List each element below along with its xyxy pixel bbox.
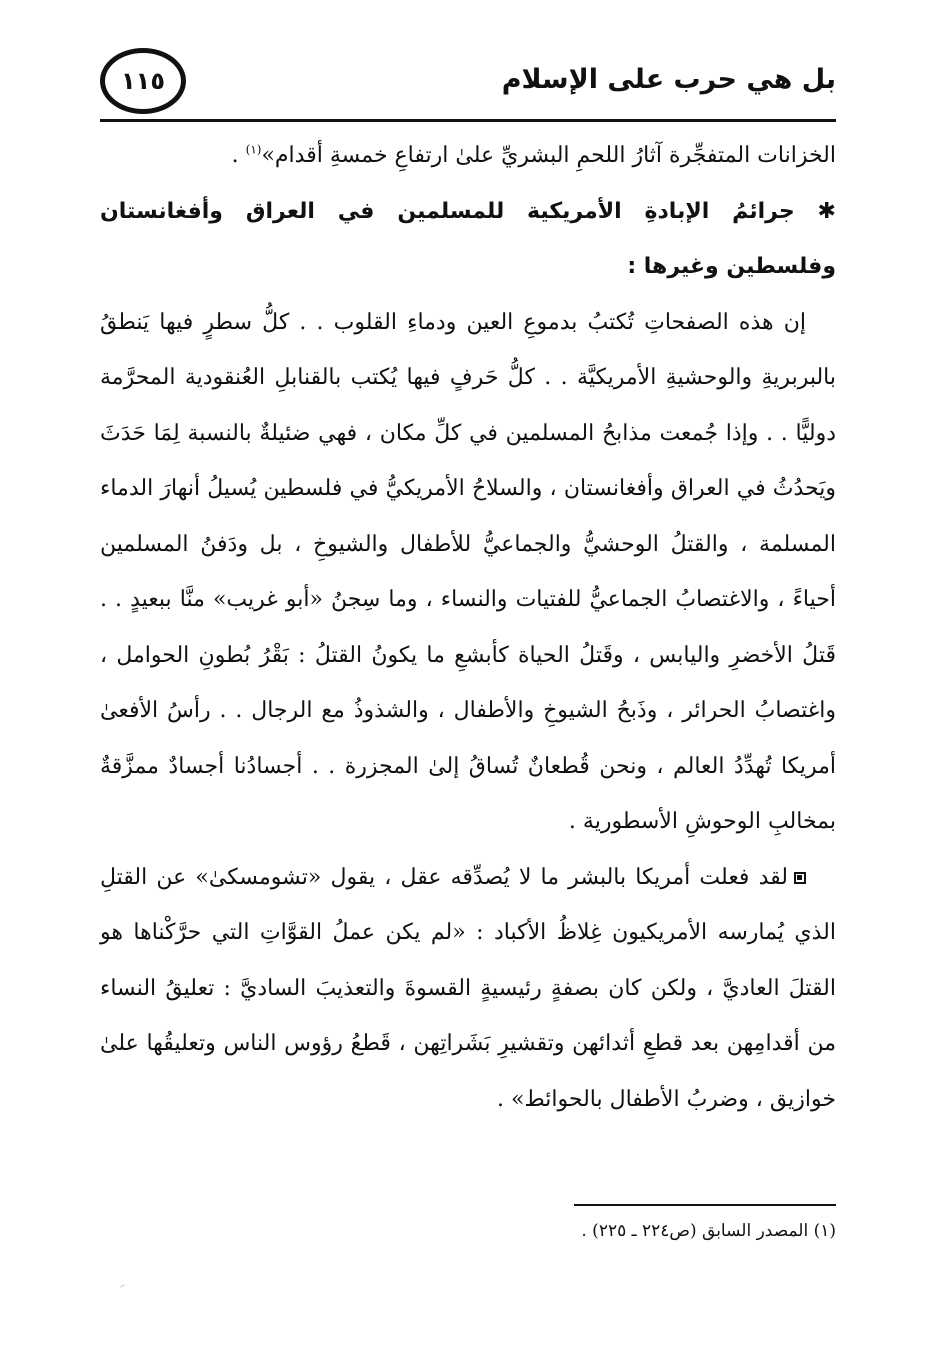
continuation-text: الخزانات المتفجِّرة آثارُ اللحمِ البشريِّ علىٰ ارتفاعِ خمسةِ أقدام»: [261, 143, 836, 168]
continuation-line: [100, 128, 836, 184]
paragraph-2-text: لقد فعلت أمريكا بالبشر ما لا يُصدِّقه عقل ، يقول «تشومسكىٰ» عن القتلِ الذي يُمارسه الأمريكيون غِلاظُ الأكباد : «لم يكن عملُ القوَّاتِ التي حرَّكْناها هو القتلَ العاديَّ ، ولكن كان بصفةٍ رئيسيةٍ القسوةَ والتعذيبَ الساديَّ : تعليقُ النساء من أقدامِهن بعد قطعِ أثدائهن وتقشيرِ بَشَراتِهن ، قَطعُ رؤوس الناس وتعليقُها علىٰ خوازيق ، وضربُ الأطفال بالحوائط» .: [100, 864, 836, 1112]
square-bullet-icon: [794, 872, 806, 884]
running-title: بل هي حرب على الإسلام: [501, 64, 836, 95]
footnote-reference: (١): [245, 142, 262, 157]
continuation-end: .: [231, 143, 246, 168]
header-rule: [100, 119, 836, 122]
body-text: [100, 128, 836, 1127]
footnote: (١) المصدر السابق (ص٢٢٤ ـ ٢٢٥) .: [581, 1221, 836, 1241]
footnote-rule: [574, 1204, 836, 1206]
page-number: ١١٥: [121, 67, 165, 95]
page-header: [100, 48, 836, 122]
page-number-badge: [100, 48, 186, 114]
section-heading: ✱ جرائمُ الإبادةِ الأمريكية للمسلمين في العراق وأفغانستان وفلسطين وغيرها :: [100, 198, 836, 279]
paragraph-1: إن هذه الصفحاتِ تُكتبُ بدموعِ العين ودماءِ القلوب . . كلُّ سطرٍ فيها يَنطقُ بالبربريةِ والوحشيةِ الأمريكيَّة . . كلُّ حَرفٍ فيها يُكتب بالقنابلِ العُنقودية المحرَّمة دوليًّا . . وإذا جُمعت مذابحُ المسلمين في كلِّ مكان ، فهي ضئيلةٌ بالنسبة لِمَا حَدَثَ ويَحدُثُ في العراق وأفغانستان ، والسلاحُ الأمريكيُّ في فلسطين يُسيلُ أنهارَ الدماء المسلمة ، والقتلُ الوحشيُّ والجماعيُّ للأطفال والشيوخِ ، بل ودَفنُ المسلمين أحياءً ، والاغتصابُ الجماعيُّ للفتيات والنساء ، وما سِجنُ «أبو غريب» منَّا ببعيدٍ . . قَتلُ الأخضرِ واليابس ، وقَتلُ الحياة كأبشعِ ما يكونُ القتلُ : بَقْرُ بُطونِ الحوامل ، واغتصابُ الحرائر ، وذَبحُ الشيوخِ والأطفال ، والشذوذُ مع الرجال . . رأسُ الأفعىٰ أمريكا تُهدِّدُ العالم ، ونحن قُطعانٌ تُساقُ إلىٰ المجزرة . . أجسادُنا أجسادٌ ممزَّقةٌ بمخالبِ الوحوشِ الأسطورية .: [100, 309, 836, 834]
paragraph-2: [100, 850, 836, 1128]
